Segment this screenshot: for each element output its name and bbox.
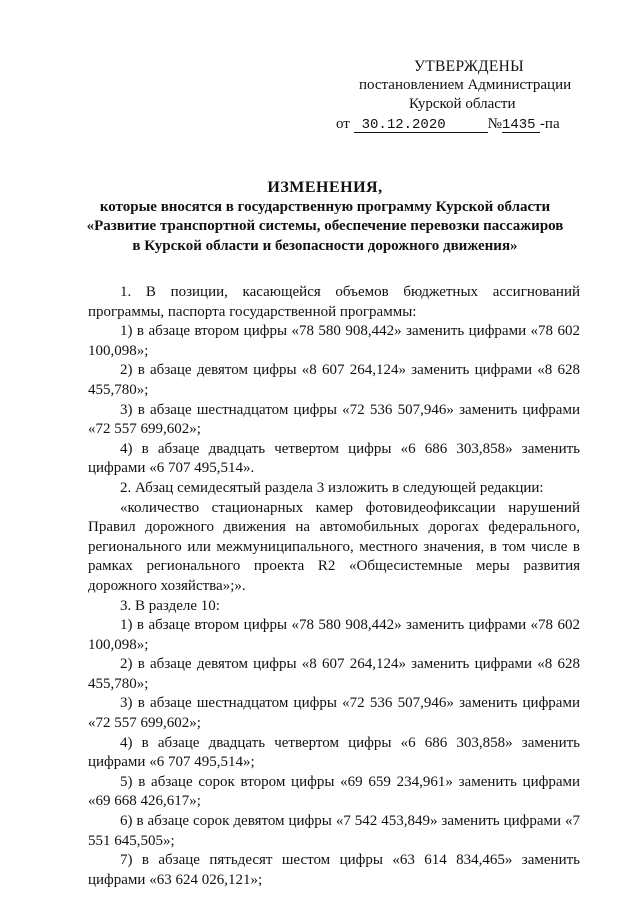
approval-heading: УТВЕРЖДЕНЫ (414, 58, 524, 75)
paragraph: 7) в абзаце пятьдесят шестом цифры «63 614 834,465» заменить цифрами «63 624 026,121»; (88, 852, 580, 888)
approval-block (336, 57, 596, 134)
title-line-3: «Развитие транспортной системы, обеспечение перевозки пассажиров (86, 218, 564, 234)
paragraph: 2. Абзац семидесятый раздела 3 изложить в следующей редакции: (120, 479, 544, 496)
paragraph: 1) в абзаце втором цифры «78 580 908,442» заменить цифрами «78 602 100,098»; (88, 617, 580, 653)
paragraph: 6) в абзаце сорок девятом цифры «7 542 453,849» заменить цифрами «7 551 645,505»; (88, 813, 580, 849)
title-line-2: которые вносятся в государственную программу Курской области (99, 198, 551, 215)
paragraph: 3. В разделе 10: (120, 597, 220, 614)
title-line-4: в Курской области и безопасности дорожного движения» (132, 237, 518, 254)
paragraph: 2) в абзаце девятом цифры «8 607 264,124» заменить цифрами «8 628 455,780»; (88, 656, 580, 692)
paragraph: 3) в абзаце шестнадцатом цифры «72 536 507,946» заменить цифрами «72 557 699,602»; (88, 401, 580, 438)
paragraph: 1) в абзаце втором цифры «78 580 908,442» заменить цифрами «78 602 100,098»; (88, 323, 580, 359)
number-prefix: № (487, 116, 502, 132)
approval-line-region: Курской области (409, 96, 516, 112)
date-prefix: от (336, 116, 350, 132)
title-line-1: ИЗМЕНЕНИЯ, (267, 179, 383, 196)
paragraph: «количество стационарных камер фотовидеофиксации нарушений Правил дорожного движения на автомобильных дорогах федерального, регионального или межмуниципального, местного значения, в том числе в рамках регионального проекта R2 «Общесистемные меры развития дорожного хозяйства»;». (88, 499, 580, 594)
approval-number: 1435 (502, 118, 540, 133)
approval-date-number-line (336, 115, 596, 134)
approval-date: 30.12.2020 (354, 118, 488, 133)
number-suffix: -па (539, 116, 560, 132)
approval-line-authority: постановлением Администрации (359, 77, 572, 93)
document-body (88, 283, 580, 890)
paragraph: 1. В позиции, касающейся объемов бюджетных ассигнований программы, паспорта государственной программы: (88, 284, 580, 320)
paragraph: 4) в абзаце двадцать четвертом цифры «6 686 303,858» заменить цифрами «6 707 495,514». (88, 440, 580, 477)
paragraph: 5) в абзаце сорок втором цифры «69 659 234,961» заменить цифрами «69 668 426,617»; (88, 773, 580, 810)
paragraph: 4) в абзаце двадцать четвертом цифры «6 686 303,858» заменить цифрами «6 707 495,514»; (88, 734, 580, 771)
paragraph: 3) в абзаце шестнадцатом цифры «72 536 507,946» заменить цифрами «72 557 699,602»; (88, 695, 580, 732)
document-title (60, 178, 590, 256)
paragraph: 2) в абзаце девятом цифры «8 607 264,124» заменить цифрами «8 628 455,780»; (88, 362, 580, 398)
